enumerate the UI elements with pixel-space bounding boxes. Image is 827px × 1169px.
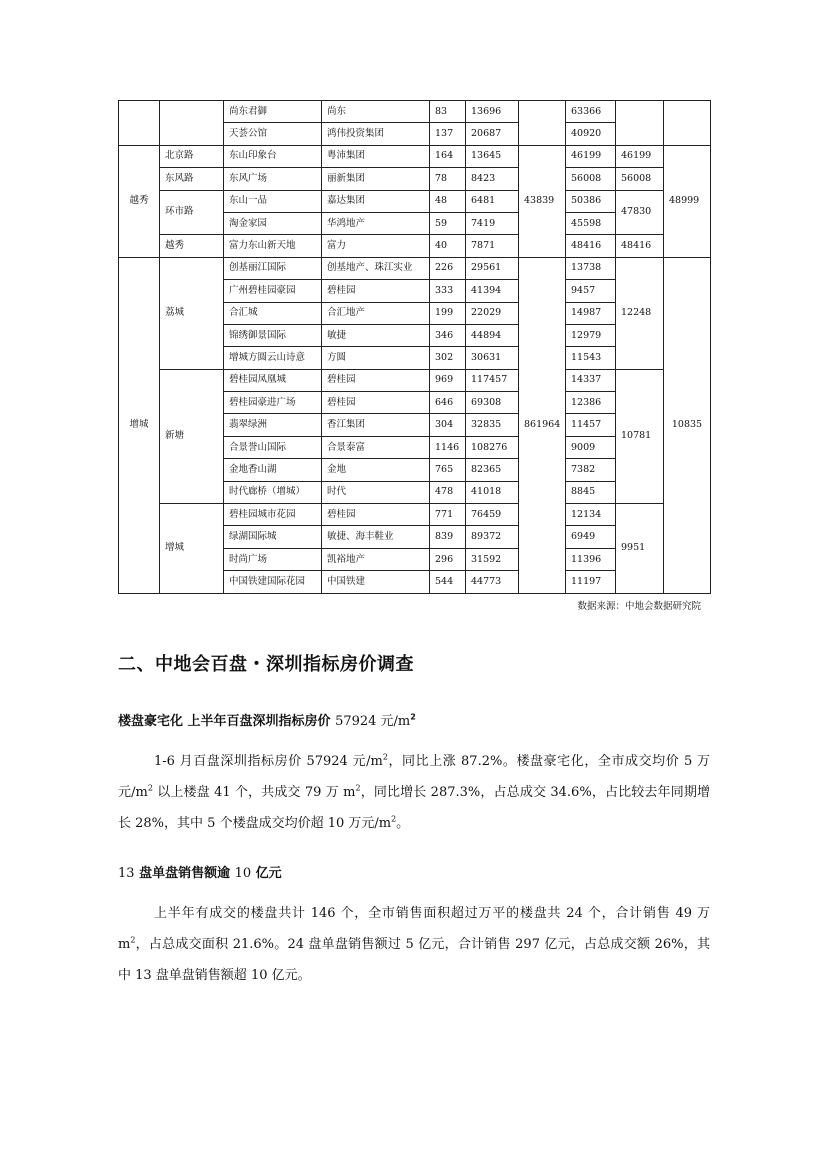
- data-source-note: 数据来源：中地会数据研究院: [577, 601, 701, 612]
- table-row: [119, 235, 711, 257]
- superscript: 2: [355, 783, 361, 793]
- project-cell: 东山一品: [224, 190, 322, 212]
- subheading-sales: [118, 862, 282, 881]
- project-cell: 锦绣御景国际: [224, 324, 322, 346]
- units-cell: 333: [430, 280, 466, 302]
- units-cell: 59: [430, 212, 466, 234]
- price-cell: 11457: [566, 414, 616, 436]
- area-cell: 13696: [466, 101, 519, 123]
- area-cell: 7419: [466, 212, 519, 234]
- price-cell: 9009: [566, 436, 616, 458]
- price-cell: 50386: [566, 190, 616, 212]
- price-cell: 12386: [566, 392, 616, 414]
- developer-cell: 嘉达集团: [322, 190, 430, 212]
- units-cell: 137: [430, 123, 466, 145]
- paragraph-text: ，同比上涨 87.2%。楼盘豪宅化，全市成交均价 5 万元/m: [118, 754, 710, 800]
- table-row: [119, 168, 711, 190]
- units-cell: 969: [430, 369, 466, 391]
- table-row: [119, 257, 711, 279]
- units-cell: 1146: [430, 436, 466, 458]
- units-cell: 78: [430, 168, 466, 190]
- paragraph-text: 。: [396, 816, 410, 831]
- price-cell: 9457: [566, 280, 616, 302]
- district-avg-cell: 10835: [664, 257, 711, 593]
- area-cell: 44894: [466, 324, 519, 346]
- price-cell: 12134: [566, 504, 616, 526]
- project-cell: 碧桂园城市花园: [224, 504, 322, 526]
- subheading-value: 57924: [335, 714, 377, 729]
- project-cell: 创基丽江国际: [224, 257, 322, 279]
- price-cell: 40920: [566, 123, 616, 145]
- district-cell: 越秀: [119, 145, 160, 257]
- sub-avg-cell: 12248: [616, 257, 664, 369]
- project-cell: 尚东君御: [224, 101, 322, 123]
- superscript: 2: [410, 712, 416, 722]
- units-cell: 83: [430, 101, 466, 123]
- paragraph-sales: [118, 898, 710, 991]
- project-cell: 东山印象台: [224, 145, 322, 167]
- project-cell: 增城方圆云山诗意: [224, 347, 322, 369]
- district-cell: 增城: [119, 257, 160, 593]
- project-cell: 广州碧桂园豪园: [224, 280, 322, 302]
- developer-cell: 创基地产、珠江实业: [322, 257, 430, 279]
- sub-avg-cell: 48416: [616, 235, 664, 257]
- district-avg-cell: 48999: [664, 145, 711, 257]
- units-cell: 304: [430, 414, 466, 436]
- units-cell: 226: [430, 257, 466, 279]
- units-cell: 302: [430, 347, 466, 369]
- project-cell: 时代廊桥（增城）: [224, 481, 322, 503]
- price-cell: 14987: [566, 302, 616, 324]
- paragraph-luxury: [118, 746, 710, 839]
- price-cell: 12979: [566, 324, 616, 346]
- developer-cell: 尚东: [322, 101, 430, 123]
- project-cell: 富力东山新天地: [224, 235, 322, 257]
- project-cell: 翡翠绿洲: [224, 414, 322, 436]
- subdistrict-cell: 增城: [160, 504, 224, 594]
- sub-avg-cell: 10781: [616, 369, 664, 503]
- units-cell: 765: [430, 459, 466, 481]
- units-cell: 478: [430, 481, 466, 503]
- district-total-cell: 861964: [519, 257, 566, 593]
- superscript: 2: [391, 814, 397, 824]
- area-cell: 76459: [466, 504, 519, 526]
- subheading-text: 盘单盘销售额逾: [134, 866, 235, 881]
- project-cell: 合汇城: [224, 302, 322, 324]
- sub-avg-cell: 9951: [616, 504, 664, 594]
- developer-cell: 碧桂园: [322, 504, 430, 526]
- subdistrict-cell: 北京路: [160, 145, 224, 167]
- project-cell: 合景誉山国际: [224, 436, 322, 458]
- table-row: [119, 145, 711, 167]
- developer-cell: 中国铁建: [322, 571, 430, 593]
- paragraph-text: 1-6 月百盘深圳指标房价 57924 元/m: [154, 754, 383, 769]
- price-cell: 63366: [566, 101, 616, 123]
- project-cell: 天荟公馆: [224, 123, 322, 145]
- project-cell: 碧桂园豪进广场: [224, 392, 322, 414]
- area-cell: 13645: [466, 145, 519, 167]
- units-cell: 346: [430, 324, 466, 346]
- units-cell: 40: [430, 235, 466, 257]
- area-cell: 82365: [466, 459, 519, 481]
- price-cell: 56008: [566, 168, 616, 190]
- subdistrict-cell: 新塘: [160, 369, 224, 503]
- project-cell: 中国铁建国际花园: [224, 571, 322, 593]
- area-cell: 22029: [466, 302, 519, 324]
- price-cell: 7382: [566, 459, 616, 481]
- units-cell: 839: [430, 526, 466, 548]
- project-cell: 淘金家园: [224, 212, 322, 234]
- paragraph-text: ，占总成交面积 21.6%。24 盘单盘销售额过 5 亿元，合计销售 297 亿元，占总成交额 26%，其中 13 盘单盘销售额超 10 亿元。: [118, 937, 710, 983]
- subheading-luxury: [118, 710, 416, 729]
- area-cell: 31592: [466, 548, 519, 570]
- developer-cell: 碧桂园: [322, 369, 430, 391]
- table-row: [119, 101, 711, 123]
- developer-cell: 丽新集团: [322, 168, 430, 190]
- section-title: 二、中地会百盘・深圳指标房价调查: [118, 654, 414, 675]
- developer-cell: 合汇地产: [322, 302, 430, 324]
- area-cell: 41394: [466, 280, 519, 302]
- table-row: [119, 190, 711, 212]
- area-cell: 30631: [466, 347, 519, 369]
- area-cell: 41018: [466, 481, 519, 503]
- price-cell: 11543: [566, 347, 616, 369]
- developer-cell: 碧桂园: [322, 280, 430, 302]
- subheading-text: 亿元: [251, 866, 282, 881]
- developer-cell: 凯裕地产: [322, 548, 430, 570]
- project-cell: 绿湖国际城: [224, 526, 322, 548]
- subdistrict-cell: 东风路: [160, 168, 224, 190]
- subdistrict-cell: 荔城: [160, 257, 224, 369]
- table-row: [119, 504, 711, 526]
- price-cell: 11396: [566, 548, 616, 570]
- area-cell: 108276: [466, 436, 519, 458]
- subdistrict-cell: 环市路: [160, 190, 224, 235]
- paragraph-text: ，同比增长 287.3%，占总成交 34.6%，占比较去年同期增长 28%，其中 5 个楼盘成交均价超 10 万元/m: [118, 785, 710, 831]
- subheading-unit: 元/m: [376, 714, 411, 729]
- area-cell: 8423: [466, 168, 519, 190]
- area-cell: 7871: [466, 235, 519, 257]
- developer-cell: 方圆: [322, 347, 430, 369]
- superscript: 2: [382, 752, 388, 762]
- sub-avg-cell: 56008: [616, 168, 664, 190]
- developer-cell: 合景泰富: [322, 436, 430, 458]
- developer-cell: 粤沛集团: [322, 145, 430, 167]
- district-total-cell: 43839: [519, 145, 566, 257]
- developer-cell: 敏捷: [322, 324, 430, 346]
- developer-cell: 富力: [322, 235, 430, 257]
- units-cell: 544: [430, 571, 466, 593]
- sub-avg-cell: 46199: [616, 145, 664, 167]
- area-cell: 89372: [466, 526, 519, 548]
- developer-cell: 碧桂园: [322, 392, 430, 414]
- price-cell: 13738: [566, 257, 616, 279]
- project-cell: 金地香山湖: [224, 459, 322, 481]
- area-cell: 69308: [466, 392, 519, 414]
- project-cell: 碧桂园凤凰城: [224, 369, 322, 391]
- units-cell: 771: [430, 504, 466, 526]
- developer-cell: 敏捷、海丰鞋业: [322, 526, 430, 548]
- paragraph-text: 以上楼盘 41 个，共成交 79 万 m: [152, 785, 356, 800]
- sub-avg-cell: 47830: [616, 190, 664, 235]
- price-cell: 11197: [566, 571, 616, 593]
- units-cell: 164: [430, 145, 466, 167]
- developer-cell: 鸿伟投资集团: [322, 123, 430, 145]
- area-cell: 44773: [466, 571, 519, 593]
- project-cell: 时尚广场: [224, 548, 322, 570]
- price-table: [118, 100, 711, 594]
- area-cell: 32835: [466, 414, 519, 436]
- price-cell: 48416: [566, 235, 616, 257]
- subheading-number: 10: [234, 866, 252, 881]
- area-cell: 29561: [466, 257, 519, 279]
- units-cell: 296: [430, 548, 466, 570]
- area-cell: 6481: [466, 190, 519, 212]
- price-cell: 45598: [566, 212, 616, 234]
- units-cell: 646: [430, 392, 466, 414]
- price-cell: 8845: [566, 481, 616, 503]
- superscript: 2: [130, 935, 136, 945]
- subheading-text: 楼盘豪宅化 上半年百盘深圳指标房价: [118, 714, 336, 729]
- price-cell: 46199: [566, 145, 616, 167]
- units-cell: 199: [430, 302, 466, 324]
- area-cell: 117457: [466, 369, 519, 391]
- project-cell: 东风广场: [224, 168, 322, 190]
- developer-cell: 华鸿地产: [322, 212, 430, 234]
- price-cell: 14337: [566, 369, 616, 391]
- subheading-number: 13: [118, 866, 135, 881]
- paragraph-text: 上半年有成交的楼盘共计 146 个，全市销售面积超过万平的楼盘共 24 个，合计销售 49 万 m: [118, 906, 710, 952]
- table-row: [119, 369, 711, 391]
- developer-cell: 金地: [322, 459, 430, 481]
- developer-cell: 香江集团: [322, 414, 430, 436]
- units-cell: 48: [430, 190, 466, 212]
- area-cell: 20687: [466, 123, 519, 145]
- superscript: 2: [147, 783, 153, 793]
- developer-cell: 时代: [322, 481, 430, 503]
- price-cell: 6949: [566, 526, 616, 548]
- subdistrict-cell: 越秀: [160, 235, 224, 257]
